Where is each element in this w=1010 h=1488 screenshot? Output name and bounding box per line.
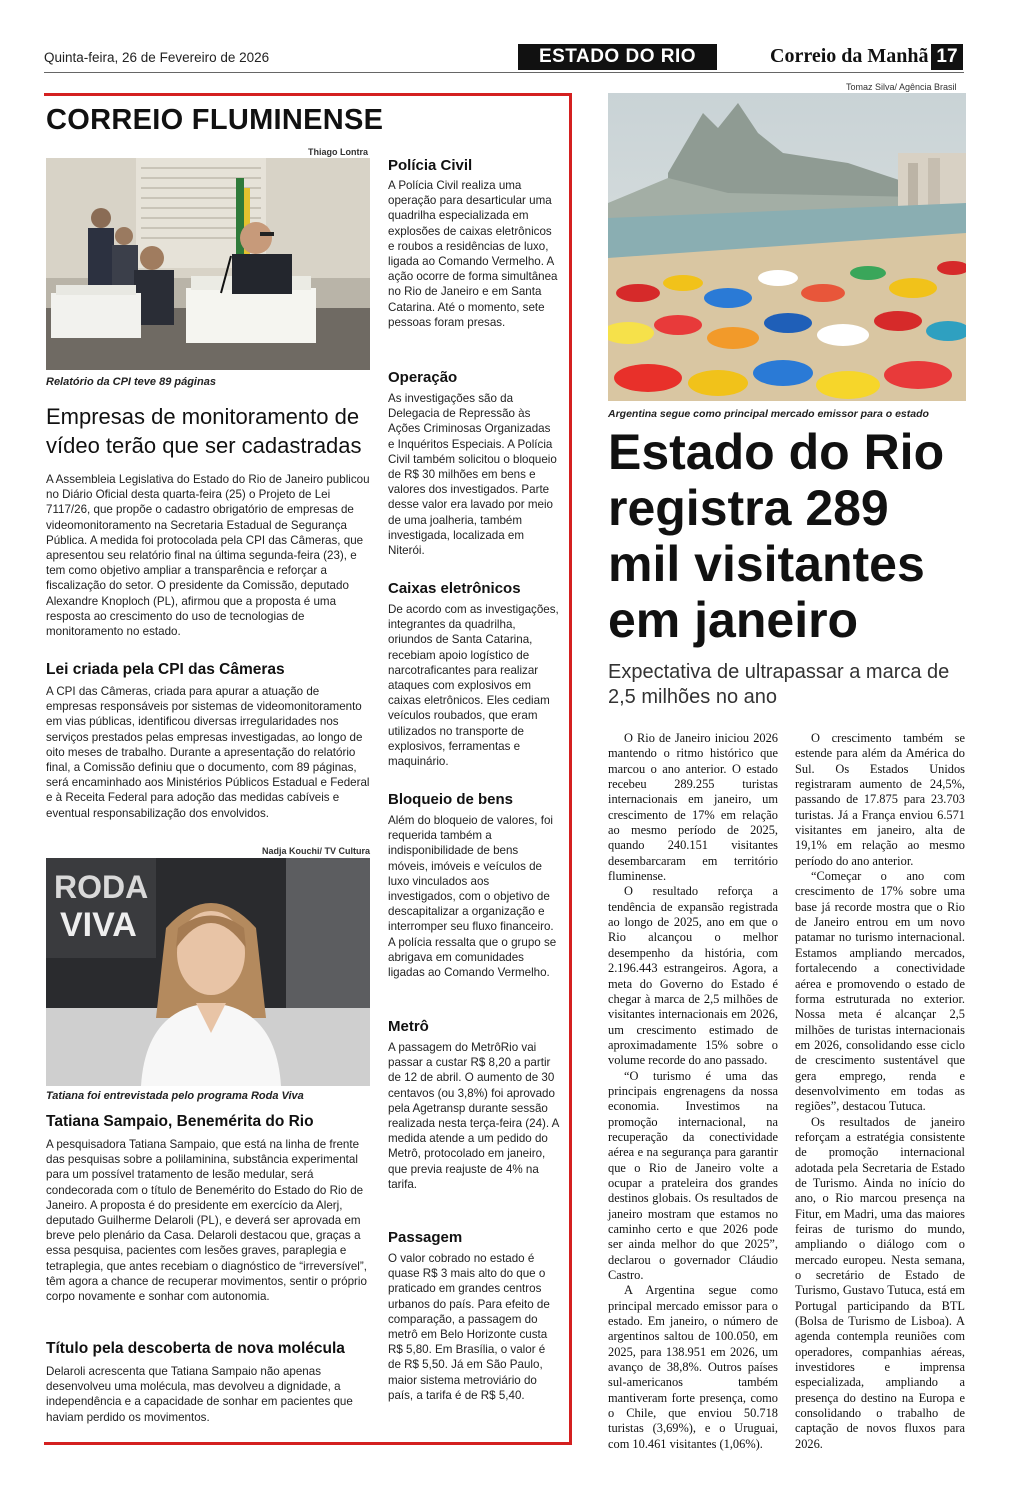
issue-date: Quinta-feira, 26 de Fevereiro de 2026 bbox=[44, 50, 270, 65]
article-paragraph: Delaroli acrescenta que Tatiana Sampaio não apenas desenvolveu uma molécula, mas devolveu a dignidade, a independência e a capacidade de sonhar em pacientes que haviam perdido os movimentos. bbox=[46, 1365, 353, 1424]
article-body bbox=[46, 1364, 370, 1425]
article-paragraph: O crescimento também se estende para além da América do Sul. Os Estados Unidos registraram aumento de 24,5%, passando de 17.875 para 23.703 turistas. Já a França enviou 6.571 visitantes em janeiro, alta de 19,1% em relação ao mesmo período do ano anterior. bbox=[795, 731, 965, 868]
article-paragraph: “Começar o ano com crescimento de 17% sobre uma base já recorde mostra que o Rio de Janeiro entrou em um novo patamar no turismo internacional. Estamos ampliando mercados, fortalecendo a conectividade aérea e promovendo o estado de forma estruturada no exterior. Nossa meta é alcançar 2,5 milhões de turistas internacionais em 2026, consolidando esse ciclo de crescimento sustentável que gera emprego, renda e desenvolvimento em todas as regiões”, destacou Tutuca. bbox=[795, 869, 965, 1114]
article-body bbox=[46, 472, 370, 639]
roda-viva-sign: RODA bbox=[54, 869, 149, 905]
article-paragraph: A Assembleia Legislativa do Estado do Rio de Janeiro publicou no Diário Oficial desta quarta-feira (25) o Projeto de Lei 7117/26, que propõe o cadastro obrigatório de empresas de videomonitoramento na Secretaria Estadual de Segurança Pública. A medida foi protocolada pela CPI das Câmeras, que apresentou seu relatório final na última segunda-feira (23), e tem como objetivo ampliar a transparência e reforçar a fiscalização do setor. O presidente da Comissão, deputado Alexandre Knoploch (PL), afirmou que a proposta é uma resposta ao crescimento do uso de tecnologias de monitoramento no estado. bbox=[46, 473, 370, 639]
main-article-column-2 bbox=[795, 731, 965, 1452]
box-top-border bbox=[44, 93, 572, 96]
section-label: ESTADO DO RIO bbox=[518, 44, 717, 70]
article-paragraph: A CPI das Câmeras, criada para apurar a atuação de empresas responsáveis por sistemas de videomonitoramento em vias públicas, identificou diversas irregularidades nos serviços prestados pelas empresas investigadas, ao longo de oito meses de trabalho. Durante a apresentação do relatório final, a Comissão definiu que o documento, com 89 páginas, será encaminhado aos Ministérios Públicos Estadual e Federal e à Receita Federal para adoção das medidas cabíveis e eventual responsabilização dos envolvidos. bbox=[46, 685, 370, 820]
article-paragraph: “O turismo é uma das principais engrenagens da nossa economia. Investimos na promoção internacional, na recuperação da conectividade aérea e na segurança para garantir que o Rio de Janeiro volte a ocupar a prateleira dos grandes destinos globais. Os resultados de janeiro mostram que estamos no caminho certo e que 2026 pode ser ainda melhor do que 2025”, declarou o governador Cláudio Castro. bbox=[608, 1068, 778, 1283]
brief-heading: Metrô bbox=[388, 1018, 429, 1035]
article-paragraph: A Argentina segue como principal mercado emissor para o estado. Em janeiro, o número de argentinos saltou de 100.050, em 2025, para 138.951 em 2026, um avanço de 38,8%. Outros países sul-americanos também mantiveram forte presença, como o Chile, que enviou 50.718 turistas (3,69%), e o Uruguai, com 10.461 visitantes (1,06%). bbox=[608, 1283, 778, 1451]
header-divider bbox=[44, 72, 964, 73]
box-bottom-border bbox=[44, 1442, 572, 1445]
brief-heading: Operação bbox=[388, 369, 458, 386]
main-subheadline: Expectativa de ultrapassar a marca de 2,5 milhões no ano bbox=[608, 661, 950, 708]
roda-viva-sign: VIVA bbox=[60, 906, 137, 944]
main-article-column-1 bbox=[608, 731, 778, 1452]
article-body bbox=[46, 684, 370, 821]
article-paragraph: O resultado reforça a tendência de expansão registrada ao longo de 2025, ano em que o Rio alcançou o melhor desempenho da história, com 2.196.443 estrangeiros. Agora, a meta do Governo do Estado é chegar à marca de 2,5 milhões de visitantes internacionais em 2026, um crescimento estimado de aproximadamente 15% sobre o volume recorde do ano passado. bbox=[608, 884, 778, 1068]
article-subheading: Lei criada pela CPI das Câmeras bbox=[46, 661, 285, 678]
photo-caption: Argentina segue como principal mercado emissor para o estado bbox=[608, 408, 929, 420]
brief-text: A passagem do MetrôRio vai passar a custar R$ 8,20 a partir de 12 de abril. O aumento de 30 centavos (ou 3,8%) foi aprovado pela Agetransp durante sessão realizada nesta terça-feira (24). A medida atende a um pedido do Metrô, protocolado em janeiro, que previa reajuste de 4% na tarifa. bbox=[388, 1041, 559, 1191]
tatiana-photo bbox=[46, 858, 370, 1086]
photo-caption: Tatiana foi entrevistada pelo programa Roda Viva bbox=[46, 1090, 304, 1102]
page-number: 17 bbox=[931, 44, 963, 70]
brief-text: Além do bloqueio de valores, foi requerida também a indisponibilidade de bens móveis, imóveis e veículos de luxo vinculados aos investigados, com o objetivo de descapitalizar a organização e interromper seu fluxo financeiro. A polícia ressalta que o grupo se abrigava em comunidades ligadas ao Comando Vermelho. bbox=[388, 814, 557, 980]
brief-heading: Passagem bbox=[388, 1229, 463, 1246]
article-headline: Empresas de monitoramento de vídeo terão que ser cadastradas bbox=[46, 404, 362, 458]
brief-text: De acordo com as investigações, integrantes da quadrilha, oriundos de Santa Catarina, recebiam apoio logístico de narcotraficantes para realizar ataques com explosivos em caixas eletrônicos. Eles cediam veículos roubados, que eram utilizados no transporte de explosivos, ferramentas e maquinário. bbox=[388, 603, 559, 769]
article-headline: Tatiana Sampaio, Benemérita do Rio bbox=[46, 1113, 314, 1130]
brief-text: O valor cobrado no estado é quase R$ 3 mais alto do que o praticado em grandes centros urbanos do país. Para efeito de comparação, a passagem do metrô em Belo Horizonte custa R$ 5,80. Em Brasília, o valor é de R$ 5,50. Já em São Paulo, maior sistema metroviário do país, a tarifa é de R$ 5,40. bbox=[388, 1252, 550, 1402]
brief-text: A Polícia Civil realiza uma operação para desarticular uma quadrilha especializada em explosões de caixas eletrônicos e roubos a residências de luxo, ligada ao Comando Vermelho. A ação ocorre de forma simultânea no Rio de Janeiro e em Santa Catarina. Até o momento, sete pessoas foram presas. bbox=[388, 179, 558, 329]
brief-heading: Polícia Civil bbox=[388, 157, 473, 174]
article-paragraph: Os resultados de janeiro reforçam a estratégia consistente de promoção internacional adotada pela Secretaria de Estado de Turismo. Ainda no início do ano, o Rio marcou presença na Fitur, em Madri, uma das maiores feiras de turismo do mundo, ampliando o diálogo com o mercado europeu. Nesta semana, o secretário de Estado de Turismo, Gustavo Tutuca, está em Portugal participando da BTL (Bolsa de Turismo de Lisboa). A agenda contempla reuniões com operadores, companhias aéreas, investidores e imprensa especializada, ampliando a presença do destino na Europa e consolidando o trabalho de captação de novos fluxos para 2026. bbox=[795, 1114, 965, 1451]
photo-credit: Nadja Kouchi/ TV Cultura bbox=[262, 846, 371, 856]
cpi-photo bbox=[46, 158, 370, 370]
article-paragraph: O Rio de Janeiro iniciou 2026 mantendo o ritmo histórico que marcou o ano anterior. O estado recebeu 289.255 turistas internacionais em janeiro, um crescimento de 17% em relação ao mesmo período de 2025, quando 240.151 visitantes desembarcaram em território fluminense. bbox=[608, 731, 778, 884]
photo-credit: Tomaz Silva/ Agência Brasil bbox=[846, 82, 957, 92]
article-body bbox=[46, 1137, 370, 1304]
brief-heading: Caixas eletrônicos bbox=[388, 580, 521, 597]
photo-caption: Relatório da CPI teve 89 páginas bbox=[46, 376, 216, 388]
beach-photo bbox=[608, 93, 966, 401]
box-right-border bbox=[569, 93, 572, 1445]
brief-heading: Bloqueio de bens bbox=[388, 791, 514, 808]
newspaper-name: Correio da Manhã bbox=[770, 45, 929, 67]
brief-text: As investigações são da Delegacia de Repressão às Ações Criminosas Organizadas e Inquéritos Especiais. A Polícia Civil também solicitou o bloqueio de R$ 30 milhões em bens e valores dos investigados. Parte desse valor era lavado por meio de uma joalheria, também investigada, localizada em Niterói. bbox=[388, 392, 557, 558]
main-headline: Estado do Rio registra 289 mil visitantes em janeiro bbox=[608, 424, 945, 648]
article-paragraph: A pesquisadora Tatiana Sampaio, que está na linha de frente das pesquisas sobre a polilaminina, substância experimental para um possível tratamento de lesão medular, será condecorada com o título de Benemérito do Estado do Rio de Janeiro. A proposta é do presidente em exercício da Alerj, deputado Guilherme Delaroli (PL), e deverá ser aprovada em breve pelo plenário da Casa. Delaroli destacou que, graças a essa pesquisa, pacientes com lesões graves, paraplegia e tetraplegia, que antes recebiam o diagnóstico de “irreversível”, têm agora a chance de recuperar movimentos, sentir o próprio corpo novamente e sonhar com autonomia. bbox=[46, 1138, 367, 1304]
article-subheading: Título pela descoberta de nova molécula bbox=[46, 1340, 345, 1357]
photo-credit: Thiago Lontra bbox=[308, 147, 368, 157]
box-title: CORREIO FLUMINENSE bbox=[46, 104, 384, 136]
